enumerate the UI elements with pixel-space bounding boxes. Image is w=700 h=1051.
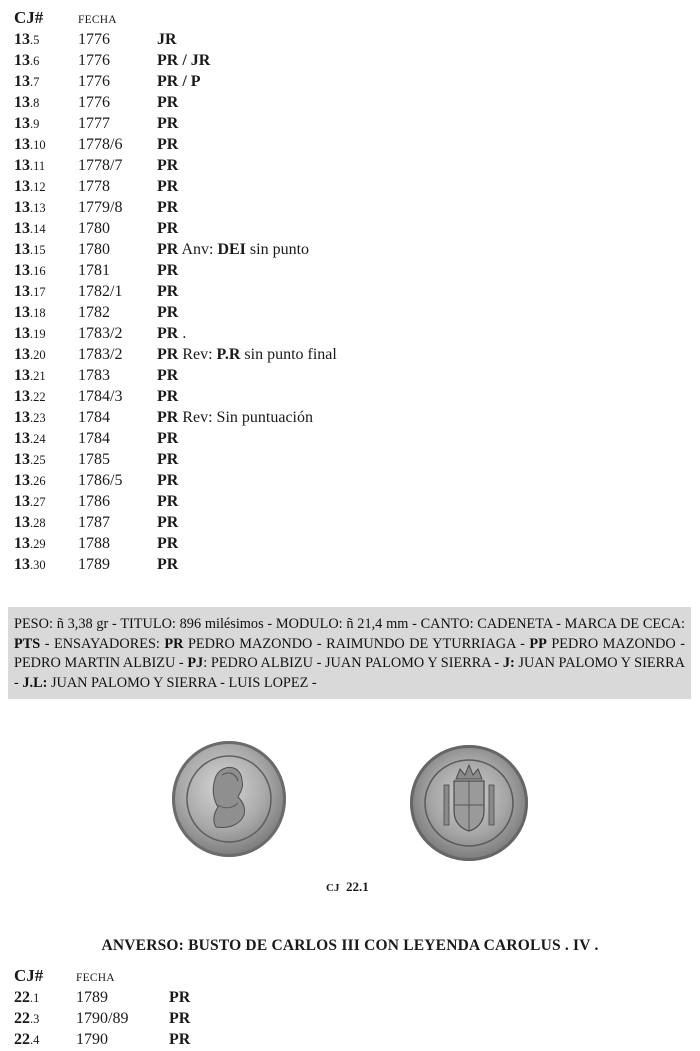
cj-minor: .29 <box>30 537 46 551</box>
cj-major: 13 <box>14 178 30 195</box>
row-date: 1778 <box>78 178 110 195</box>
row-assayer <box>157 344 337 365</box>
cj-number <box>14 176 46 198</box>
cj-major: 13 <box>14 262 30 279</box>
cj-major: 13 <box>14 283 30 300</box>
row-assayer <box>157 197 178 218</box>
cj-number <box>14 1029 39 1051</box>
row-assayer <box>157 365 178 386</box>
row-assayer <box>157 155 178 176</box>
assayer-mark: PR <box>157 262 179 279</box>
cj-major: 22 <box>14 1031 30 1048</box>
bust-illustration <box>172 741 286 857</box>
assayer-mark: PR <box>157 283 179 300</box>
cj-number <box>14 29 39 51</box>
row-assayer <box>157 386 178 407</box>
cj-minor: .26 <box>30 474 46 488</box>
cj-minor: .19 <box>30 327 46 341</box>
cj-number <box>14 344 46 366</box>
cj-number <box>14 428 46 450</box>
cj-number <box>14 302 46 324</box>
cj-minor: .15 <box>30 243 46 257</box>
spec-symbol: ñ <box>346 616 354 632</box>
row-assayer <box>157 281 178 302</box>
header-cj: CJ# <box>14 8 44 27</box>
cj-major: 13 <box>14 241 30 258</box>
cj-major: 13 <box>14 325 30 342</box>
cj-major: 13 <box>14 52 30 69</box>
cj-major: 13 <box>14 73 30 90</box>
row-date: 1786 <box>78 493 110 510</box>
assayer-mark: PR <box>157 367 179 384</box>
cj-minor: .25 <box>30 453 46 467</box>
row-date: 1789 <box>78 556 110 573</box>
cj-minor: .9 <box>30 117 40 131</box>
cj-number <box>14 239 46 261</box>
cj-number <box>14 71 39 93</box>
cj-major: 13 <box>14 430 30 447</box>
row-note: Anv: <box>178 241 218 258</box>
row-date: 1778/6 <box>78 136 123 153</box>
cj-minor: .7 <box>30 75 40 89</box>
spec-text: PEDRO MAZONDO - PEDRO MARTIN ALBIZU - <box>14 635 685 671</box>
cj-number <box>14 113 39 135</box>
row-date: 1783/2 <box>78 346 123 363</box>
coin-obverse-image <box>172 741 286 857</box>
spec-text: : PEDRO ALBIZU - JUAN PALOMO Y SIERRA - <box>203 655 503 671</box>
assayer-mark: PR <box>157 535 179 552</box>
assayer-mark: PR <box>169 1010 191 1027</box>
row-note-bold: P.R <box>216 346 241 363</box>
row-assayer <box>157 554 178 575</box>
assayer-mark: PR <box>157 472 179 489</box>
row-assayer <box>157 302 178 323</box>
row-date: 1787 <box>78 514 110 531</box>
assayer-mark: PR <box>157 136 179 153</box>
assayer-mark: PR <box>157 178 179 195</box>
row-date: 1776 <box>78 94 110 111</box>
assayer-mark: PR / P <box>157 73 201 90</box>
header-fecha: FECHA <box>76 972 115 984</box>
row-assayer <box>169 987 190 1008</box>
row-note-tail: sin punto final <box>240 346 337 363</box>
row-assayer <box>169 1029 190 1050</box>
cj-minor: .6 <box>30 54 40 68</box>
cj-major: 13 <box>14 220 30 237</box>
row-assayer <box>157 323 186 344</box>
row-date: 1786/5 <box>78 472 123 489</box>
row-assayer <box>157 176 178 197</box>
shield-illustration <box>410 745 528 861</box>
row-date: 1779/8 <box>78 199 123 216</box>
spec-text: JUAN PALOMO Y SIERRA - <box>14 655 685 691</box>
row-assayer <box>157 29 177 50</box>
row-date: 1776 <box>78 52 110 69</box>
cj-number <box>14 1008 39 1030</box>
caption-number: 22.1 <box>345 879 369 894</box>
assayer-mark: PR <box>157 556 179 573</box>
assayer-mark: PR <box>157 451 179 468</box>
caption-cj: CJ <box>326 882 340 894</box>
row-assayer <box>169 1008 190 1029</box>
assayer-mark: PR <box>157 199 179 216</box>
cj-minor: .3 <box>30 1012 40 1026</box>
cj-major: 13 <box>14 115 30 132</box>
assayer-code: PR <box>164 635 184 652</box>
assayer-mark: PR <box>169 989 191 1006</box>
coin-reverse-image <box>410 745 528 861</box>
assayer-mark: PR <box>157 388 179 405</box>
row-date: 1784 <box>78 430 110 447</box>
cj-minor: .18 <box>30 306 46 320</box>
row-note: Rev: <box>178 346 217 363</box>
assayer-mark: PR <box>157 409 179 426</box>
cj-minor: .21 <box>30 369 46 383</box>
row-assayer <box>157 50 210 71</box>
row-date: 1784 <box>78 409 110 426</box>
section-title: ANVERSO: BUSTO DE CARLOS III CON LEYENDA CAROLUS . IV . <box>101 937 599 954</box>
row-assayer <box>157 260 178 281</box>
row-date: 1780 <box>78 220 110 237</box>
row-assayer <box>157 428 178 449</box>
cj-minor: .28 <box>30 516 46 530</box>
cj-major: 13 <box>14 367 30 384</box>
cj-number <box>14 92 39 114</box>
spec-text: PEDRO MAZONDO - RAIMUNDO DE YTURRIAGA - <box>183 635 530 652</box>
row-date: 1777 <box>78 115 110 132</box>
cj-major: 13 <box>14 31 30 48</box>
row-date: 1781 <box>78 262 110 279</box>
row-assayer <box>157 92 178 113</box>
row-assayer <box>157 239 309 260</box>
row-assayer <box>157 218 178 239</box>
cj-number <box>14 260 46 282</box>
cj-minor: .13 <box>30 201 46 215</box>
assayer-mark: PR <box>157 430 179 447</box>
assayer-mark: PR <box>157 304 179 321</box>
cj-minor: .5 <box>30 33 40 47</box>
cj-major: 13 <box>14 493 30 510</box>
cj-major: 13 <box>14 199 30 216</box>
spec-text: JUAN PALOMO Y SIERRA - LUIS LOPEZ - <box>47 674 317 691</box>
cj-number <box>14 218 46 240</box>
row-date: 1783 <box>78 367 110 384</box>
cj-major: 13 <box>14 388 30 405</box>
cj-minor: .27 <box>30 495 46 509</box>
row-assayer <box>157 470 178 491</box>
cj-minor: .4 <box>30 1033 40 1047</box>
cj-major: 13 <box>14 472 30 489</box>
cj-number <box>14 987 39 1009</box>
cj-minor: .17 <box>30 285 46 299</box>
row-assayer <box>157 533 178 554</box>
row-date: 1790 <box>76 1031 108 1048</box>
cj-minor: .16 <box>30 264 46 278</box>
assayer-mark: PR <box>169 1031 191 1048</box>
header-cj: CJ# <box>14 966 44 985</box>
row-note-bold: DEI <box>217 241 246 258</box>
assayer-mark: PR <box>157 220 179 237</box>
assayer-mark: PR <box>157 325 179 342</box>
cj-number <box>14 197 46 219</box>
header-fecha: FECHA <box>78 14 117 26</box>
cj-major: 13 <box>14 304 30 321</box>
cj-number <box>14 491 46 513</box>
mint-mark: PTS <box>14 635 41 652</box>
assayer-mark: PR <box>157 157 179 174</box>
assayer-mark: PR <box>157 94 179 111</box>
cj-number <box>14 407 46 429</box>
spec-text: PESO: <box>14 616 57 632</box>
spec-text: 3,38 gr - TITULO: 896 milésimos - MODULO: <box>63 616 347 632</box>
row-date: 1783/2 <box>78 325 123 342</box>
row-note: Rev: Sin puntuación <box>178 409 313 426</box>
cj-major: 13 <box>14 556 30 573</box>
row-assayer <box>157 512 178 533</box>
row-date: 1780 <box>78 241 110 258</box>
row-note: . <box>178 325 187 342</box>
cj-major: 13 <box>14 451 30 468</box>
cj-number <box>14 533 46 555</box>
cj-number <box>14 134 46 156</box>
row-date: 1782/1 <box>78 283 123 300</box>
cj-minor: .24 <box>30 432 46 446</box>
cj-major: 13 <box>14 94 30 111</box>
cj-number <box>14 512 46 534</box>
row-assayer <box>157 449 178 470</box>
assayer-mark: PR <box>157 115 179 132</box>
assayer-mark: JR <box>157 31 177 48</box>
cj-minor: .11 <box>30 159 46 173</box>
row-date: 1790/89 <box>76 1010 129 1027</box>
row-date: 1782 <box>78 304 110 321</box>
cj-major: 22 <box>14 1010 30 1027</box>
assayer-code: J.L: <box>22 674 48 691</box>
cj-number <box>14 155 45 177</box>
cj-minor: .20 <box>30 348 46 362</box>
assayer-mark: PR <box>157 493 179 510</box>
row-date: 1776 <box>78 31 110 48</box>
coin-specifications <box>8 607 691 699</box>
cj-minor: .14 <box>30 222 46 236</box>
assayer-mark: PR <box>157 346 179 363</box>
cj-major: 13 <box>14 157 30 174</box>
cj-minor: .8 <box>30 96 40 110</box>
assayer-mark: PR <box>157 514 179 531</box>
row-date: 1789 <box>76 989 108 1006</box>
spec-text: - ENSAYADORES: <box>40 635 165 652</box>
row-assayer <box>157 71 201 92</box>
cj-major: 13 <box>14 346 30 363</box>
cj-minor: .10 <box>30 138 46 152</box>
row-assayer <box>157 134 178 155</box>
row-assayer <box>157 113 178 134</box>
cj-minor: .30 <box>30 558 46 572</box>
cj-major: 13 <box>14 136 30 153</box>
cj-major: 13 <box>14 535 30 552</box>
row-date: 1788 <box>78 535 110 552</box>
row-assayer <box>157 407 313 428</box>
cj-minor: .23 <box>30 411 46 425</box>
cj-number <box>14 386 46 408</box>
assayer-code: J: <box>502 655 515 671</box>
coin-caption <box>326 879 369 895</box>
cj-minor: .1 <box>30 991 40 1005</box>
cj-number <box>14 449 46 471</box>
assayer-code: PJ <box>187 655 204 671</box>
spec-symbol: ñ <box>56 616 64 632</box>
row-date: 1776 <box>78 73 110 90</box>
row-date: 1778/7 <box>78 157 123 174</box>
cj-minor: .12 <box>30 180 46 194</box>
cj-number <box>14 281 46 303</box>
row-date: 1784/3 <box>78 388 123 405</box>
assayer-code: PP <box>529 635 547 652</box>
cj-major: 22 <box>14 989 30 1006</box>
cj-minor: .22 <box>30 390 46 404</box>
cj-major: 13 <box>14 514 30 531</box>
cj-number <box>14 323 46 345</box>
row-assayer <box>157 491 178 512</box>
spec-text: 21,4 mm - CANTO: CADENETA - MARCA DE CECA: <box>353 616 686 632</box>
row-date: 1785 <box>78 451 110 468</box>
cj-number <box>14 554 46 576</box>
cj-major: 13 <box>14 409 30 426</box>
cj-number <box>14 50 39 72</box>
assayer-mark: PR <box>157 241 179 258</box>
cj-number <box>14 470 46 492</box>
assayer-mark: PR / JR <box>157 52 211 69</box>
row-note-tail: sin punto <box>245 241 310 258</box>
cj-number <box>14 365 46 387</box>
